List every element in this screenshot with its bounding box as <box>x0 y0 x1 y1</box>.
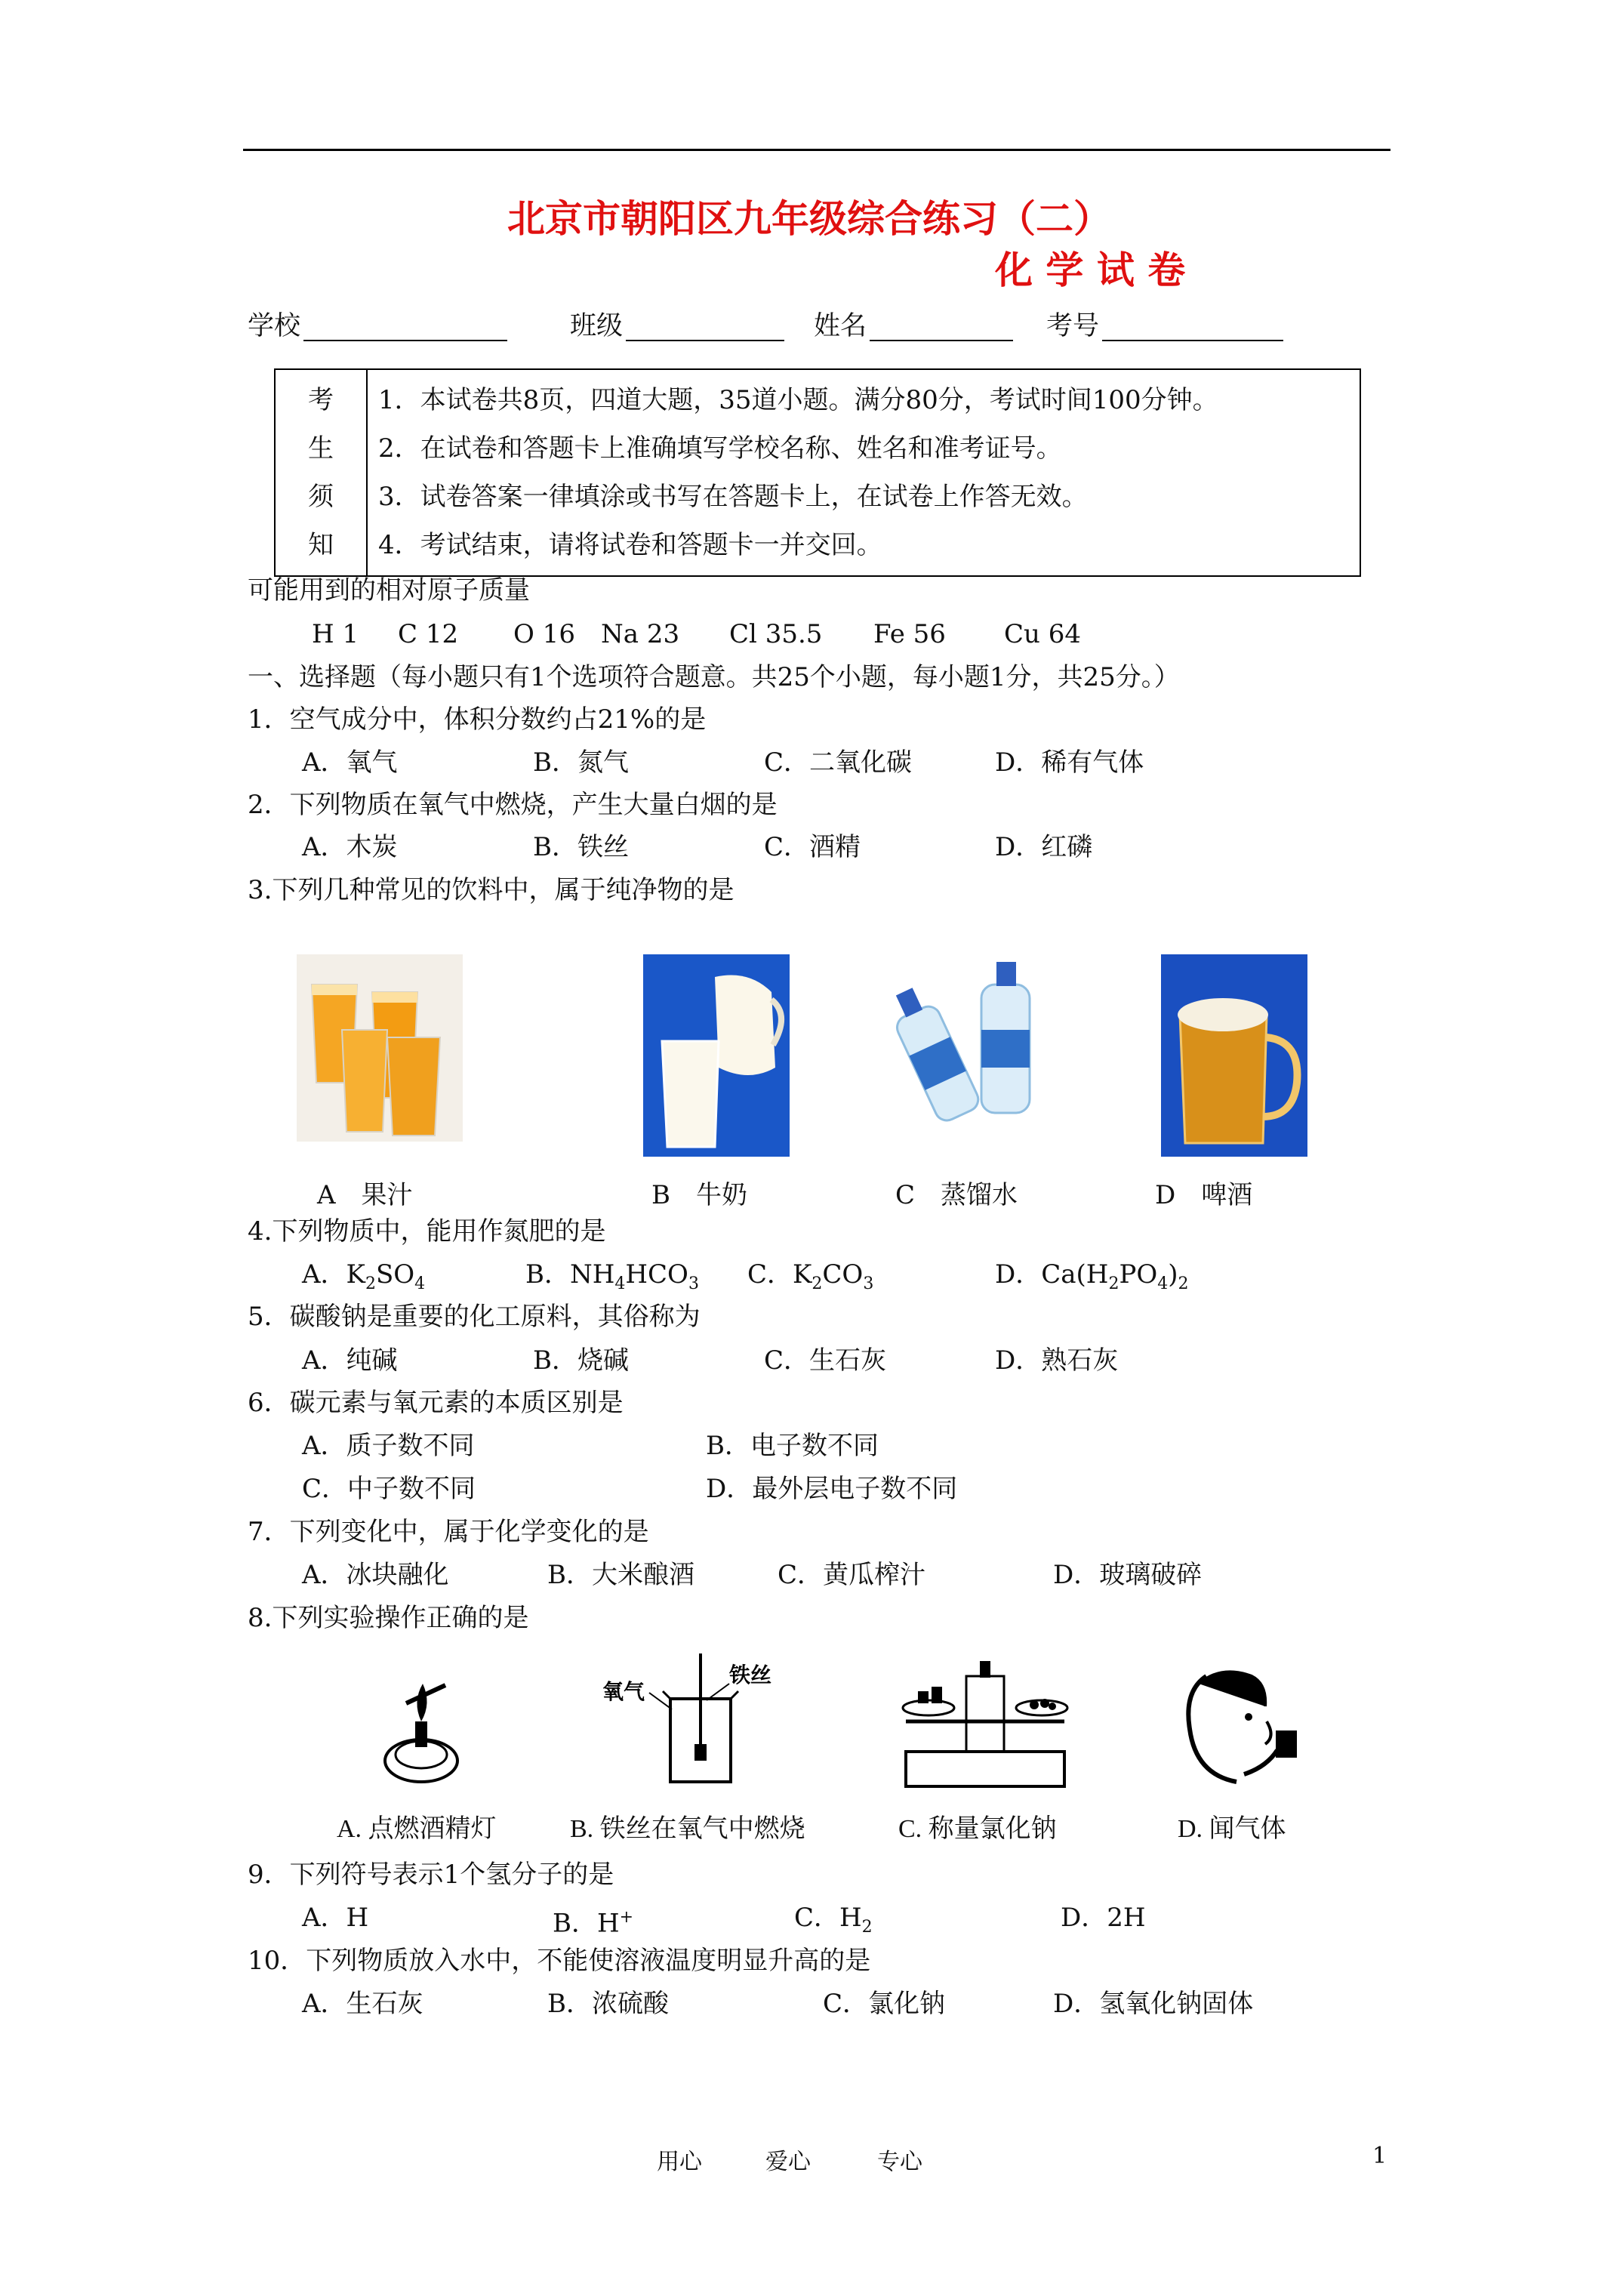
smelling-gas-drawing <box>1176 1661 1304 1793</box>
info-class-label: 班级 <box>570 311 624 341</box>
question-stem: 8.下列实验操作正确的是 <box>248 1603 529 1633</box>
info-school-label: 学校 <box>248 311 301 341</box>
option[interactable]: A．质子数不同 <box>302 1431 475 1461</box>
option[interactable]: B．H+ <box>553 1908 634 1939</box>
option[interactable]: A．$K_2SO_4$ <box>302 1259 426 1293</box>
notes-label-char: 知 <box>308 530 334 560</box>
option[interactable]: B．铁丝 <box>533 832 629 862</box>
juice-image <box>297 954 463 1142</box>
info-name-label: 姓名 <box>814 311 867 341</box>
option[interactable]: C．酒精 <box>764 832 861 862</box>
iron-wire-combustion-drawing <box>602 1653 784 1789</box>
notes-table <box>274 368 1361 577</box>
option[interactable]: D．红磷 <box>995 832 1093 862</box>
option[interactable]: C．$H_2$ <box>794 1903 873 1937</box>
image-caption: C 蒸馏水 <box>895 1180 1018 1210</box>
footer-slogan: 爱心 <box>765 2149 811 2175</box>
exam-subtitle: 化 学 试 卷 <box>995 248 1186 292</box>
notes-label <box>275 369 367 576</box>
option[interactable]: B．电子数不同 <box>706 1431 879 1461</box>
option[interactable]: C．中子数不同 <box>302 1474 476 1504</box>
option[interactable]: A．冰块融化 <box>302 1560 449 1590</box>
option[interactable]: A．生石灰 <box>302 1989 423 2019</box>
atomic-mass-value: H 1 <box>312 619 359 649</box>
image-caption: A 果汁 <box>317 1180 413 1210</box>
atomic-mass-value: Cl 35.5 <box>729 619 823 649</box>
option[interactable]: A．纯碱 <box>302 1345 398 1376</box>
option[interactable]: C．氯化钠 <box>823 1989 946 2019</box>
option[interactable]: B．氮气 <box>533 747 629 778</box>
balance-scale-drawing <box>891 1661 1079 1789</box>
page-number: 1 <box>1372 2143 1387 2169</box>
note-item: 1．本试卷共8页，四道大题，35道小题。满分80分，考试时间100分钟。 <box>378 385 1218 415</box>
option[interactable]: A．氧气 <box>302 747 398 778</box>
option[interactable]: B．浓硫酸 <box>547 1989 669 2019</box>
question-stem: 4.下列物质中，能用作氮肥的是 <box>248 1216 606 1247</box>
atomic-mass-label: 可能用到的相对原子质量 <box>248 575 530 606</box>
question-stem: 6．碳元素与氧元素的本质区别是 <box>248 1388 624 1418</box>
beer-image <box>1161 954 1307 1157</box>
footer-slogan: 专心 <box>877 2149 922 2175</box>
atomic-mass-value: Cu 64 <box>1004 619 1081 649</box>
class-blank[interactable] <box>626 314 784 341</box>
info-school <box>248 311 507 341</box>
option[interactable]: D．氢氧化钠固体 <box>1053 1989 1254 2019</box>
option[interactable]: C．黄瓜榨汁 <box>778 1560 926 1590</box>
milk-image <box>643 954 790 1157</box>
info-class <box>570 311 784 341</box>
option[interactable]: A．木炭 <box>302 832 398 862</box>
question-stem: 7．下列变化中，属于化学变化的是 <box>248 1517 649 1547</box>
option[interactable]: D．熟石灰 <box>995 1345 1119 1376</box>
image-caption: C. 称量氯化钠 <box>898 1815 1057 1843</box>
oxygen-label: 氧气 <box>602 1679 645 1704</box>
name-blank[interactable] <box>870 314 1013 341</box>
image-caption: D 啤酒 <box>1155 1180 1253 1210</box>
option[interactable]: C．二氧化碳 <box>764 747 913 778</box>
question-stem: 2．下列物质在氧气中燃烧，产生大量白烟的是 <box>248 790 778 820</box>
option[interactable]: D．最外层电子数不同 <box>706 1474 958 1504</box>
atomic-mass-value: Na 23 <box>601 619 680 649</box>
notes-body <box>367 369 1360 576</box>
option[interactable]: A．H <box>302 1903 369 1933</box>
image-caption: D. 闻气体 <box>1178 1815 1286 1843</box>
option[interactable]: C．$K_2CO_3$ <box>747 1259 874 1293</box>
question-stem: 5．碳酸钠是重要的化工原料，其俗称为 <box>248 1302 701 1332</box>
atomic-mass-value: Fe 56 <box>873 619 946 649</box>
school-blank[interactable] <box>303 314 507 341</box>
option[interactable]: D．玻璃破碎 <box>1053 1560 1203 1590</box>
image-caption: B 牛奶 <box>651 1180 747 1210</box>
note-item: 3．试卷答案一律填涂或书写在答题卡上，在试卷上作答无效。 <box>378 482 1088 512</box>
question-stem: 1．空气成分中，体积分数约占21%的是 <box>248 704 707 735</box>
note-item: 2．在试卷和答题卡上准确填写学校名称、姓名和准考证号。 <box>378 433 1062 464</box>
notes-label-char: 须 <box>308 482 334 512</box>
option[interactable]: B．大米酿酒 <box>547 1560 694 1590</box>
question-stem: 9．下列符号表示1个氢分子的是 <box>248 1860 614 1890</box>
image-caption: A. 点燃酒精灯 <box>337 1815 497 1843</box>
exam-title: 北京市朝阳区九年级综合练习（二） <box>507 196 1111 241</box>
option[interactable]: D．2H <box>1061 1903 1146 1933</box>
option[interactable]: C．生石灰 <box>764 1345 887 1376</box>
iron-wire-label: 铁丝 <box>729 1663 772 1687</box>
atomic-mass-value: O 16 <box>513 619 575 649</box>
footer-slogan: 用心 <box>657 2149 702 2175</box>
note-item: 4．考试结束，请将试卷和答题卡一并交回。 <box>378 530 882 560</box>
atomic-mass-value: C 12 <box>398 619 459 649</box>
option[interactable]: B．烧碱 <box>533 1345 629 1376</box>
water-bottles-image <box>876 954 1057 1128</box>
number-blank[interactable] <box>1102 314 1283 341</box>
notes-label-char: 考 <box>308 385 334 415</box>
info-number <box>1046 311 1283 341</box>
option[interactable]: D．$Ca(H_2PO_4)_2$ <box>995 1259 1189 1293</box>
question-stem: 3.下列几种常见的饮料中，属于纯净物的是 <box>248 875 735 905</box>
option[interactable]: B．$NH_4HCO_3$ <box>525 1259 699 1293</box>
question-stem: 10．下列物质放入水中，不能使溶液温度明显升高的是 <box>248 1946 871 1976</box>
info-name <box>814 311 1013 341</box>
notes-label-char: 生 <box>308 433 334 464</box>
option[interactable]: D．稀有气体 <box>995 747 1144 778</box>
top-rule <box>243 149 1390 151</box>
alcohol-lamp-drawing <box>376 1676 467 1789</box>
section-heading: 一、选择题（每小题只有1个选项符合题意。共25个小题，每小题1分，共25分。） <box>248 662 1180 692</box>
info-number-label: 考号 <box>1046 311 1100 341</box>
image-caption: B. 铁丝在氧气中燃烧 <box>570 1815 805 1843</box>
